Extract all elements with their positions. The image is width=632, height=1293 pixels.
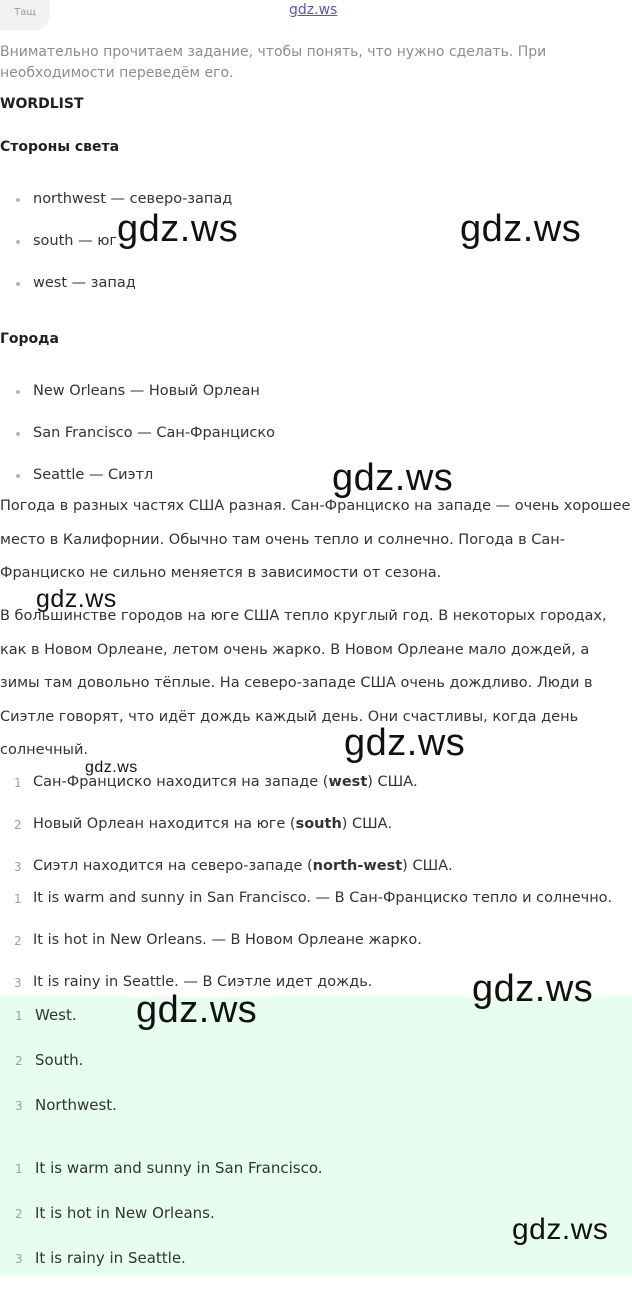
- item-text: Новый Орлеан находится на юге (south) США.: [33, 816, 393, 832]
- answers-a-list: [0, 1005, 632, 1140]
- wordlist-title: WORDLIST: [0, 96, 84, 112]
- item-text: It is warm and sunny in San Francisco. — В Сан-Франциско тепло и солнечно.: [33, 890, 613, 906]
- list-item: [0, 1050, 632, 1095]
- item-number: 1: [14, 892, 22, 906]
- item-number: 1: [14, 776, 22, 790]
- item-number: 2: [15, 1207, 23, 1221]
- list-item: San Francisco — Сан-Франциско: [16, 423, 275, 465]
- list-item: [0, 1005, 632, 1050]
- list-item: [0, 814, 632, 856]
- item-text: Сиэтл находится на северо-западе (north-west) США.: [33, 858, 453, 874]
- watermark: gdz.ws: [332, 457, 454, 499]
- item-number: 3: [14, 860, 22, 874]
- list-item: [0, 888, 632, 930]
- watermark: gdz.ws: [472, 968, 594, 1010]
- item-number: 3: [15, 1099, 23, 1113]
- list-item: [0, 772, 632, 814]
- item-text: West.: [35, 1006, 77, 1024]
- section-heading-cities: Города: [0, 331, 59, 347]
- item-text: Сан-Франциско находится на западе (west) США.: [33, 774, 418, 790]
- watermark: gdz.ws: [85, 759, 138, 776]
- item-text: Northwest.: [35, 1096, 117, 1114]
- item-number: 1: [15, 1009, 23, 1023]
- item-number: 2: [14, 934, 22, 948]
- intro-text: Внимательно прочитаем задание, чтобы понять, что нужно сделать. При необходимости переведём его.: [0, 44, 547, 81]
- watermark: gdz.ws: [344, 722, 466, 764]
- watermark: gdz.ws: [117, 208, 239, 250]
- task-a-list: [0, 772, 632, 898]
- section-heading-directions: Стороны света: [0, 139, 120, 155]
- list-item: New Orleans — Новый Орлеан: [16, 381, 275, 423]
- list-item: [0, 1248, 632, 1293]
- item-number: 3: [14, 976, 22, 990]
- list-item: [0, 1158, 632, 1203]
- list-item: [0, 930, 632, 972]
- list-item: [0, 1095, 632, 1140]
- list-item: south — юг: [16, 231, 232, 273]
- item-number: 2: [14, 818, 22, 832]
- list-item: west — запад: [16, 273, 232, 315]
- item-text: It is rainy in Seattle.: [35, 1249, 186, 1267]
- item-text: It is hot in New Orleans.: [35, 1204, 215, 1222]
- cities-list: [16, 381, 275, 507]
- item-text: It is warm and sunny in San Francisco.: [35, 1159, 323, 1177]
- watermark: gdz.ws: [460, 208, 582, 250]
- item-number: 3: [15, 1252, 23, 1266]
- item-text: It is rainy in Seattle. — В Сиэтле идет дождь.: [33, 974, 373, 990]
- item-text: It is hot in New Orleans. — В Новом Орлеане жарко.: [33, 932, 422, 948]
- list-item: Seattle — Сиэтл: [16, 465, 275, 507]
- item-number: 2: [15, 1054, 23, 1068]
- watermark: gdz.ws: [36, 585, 117, 613]
- watermark: gdz.ws: [512, 1213, 609, 1246]
- watermark: gdz.ws: [136, 989, 258, 1031]
- text-paragraph-2: В большинстве городов на юге США тепло круглый год. В некоторых городах, как в Новом Орлеане, летом очень жарко. В Новом Орлеане мало дождей, а зимы там довольно тёплые. На северо-западе США очень дождливо. Люди в Сиэтле говорят, что идёт дождь каждый день. Они счастливы, когда день солнечный.: [0, 608, 607, 758]
- top-watermark-link[interactable]: gdz.ws: [289, 2, 338, 18]
- text-paragraph-1: Погода в разных частях США разная. Сан-Франциско на западе — очень хорошее место в Калифорнии. Обычно там очень тепло и солнечно. Погода в Сан-Франциско не сильно меняется в зависимости от сезона.: [0, 498, 631, 581]
- item-number: 1: [15, 1162, 23, 1176]
- list-item: northwest — северо-запад: [16, 189, 232, 231]
- step-badge: Тащ: [0, 0, 50, 30]
- item-text: South.: [35, 1051, 84, 1069]
